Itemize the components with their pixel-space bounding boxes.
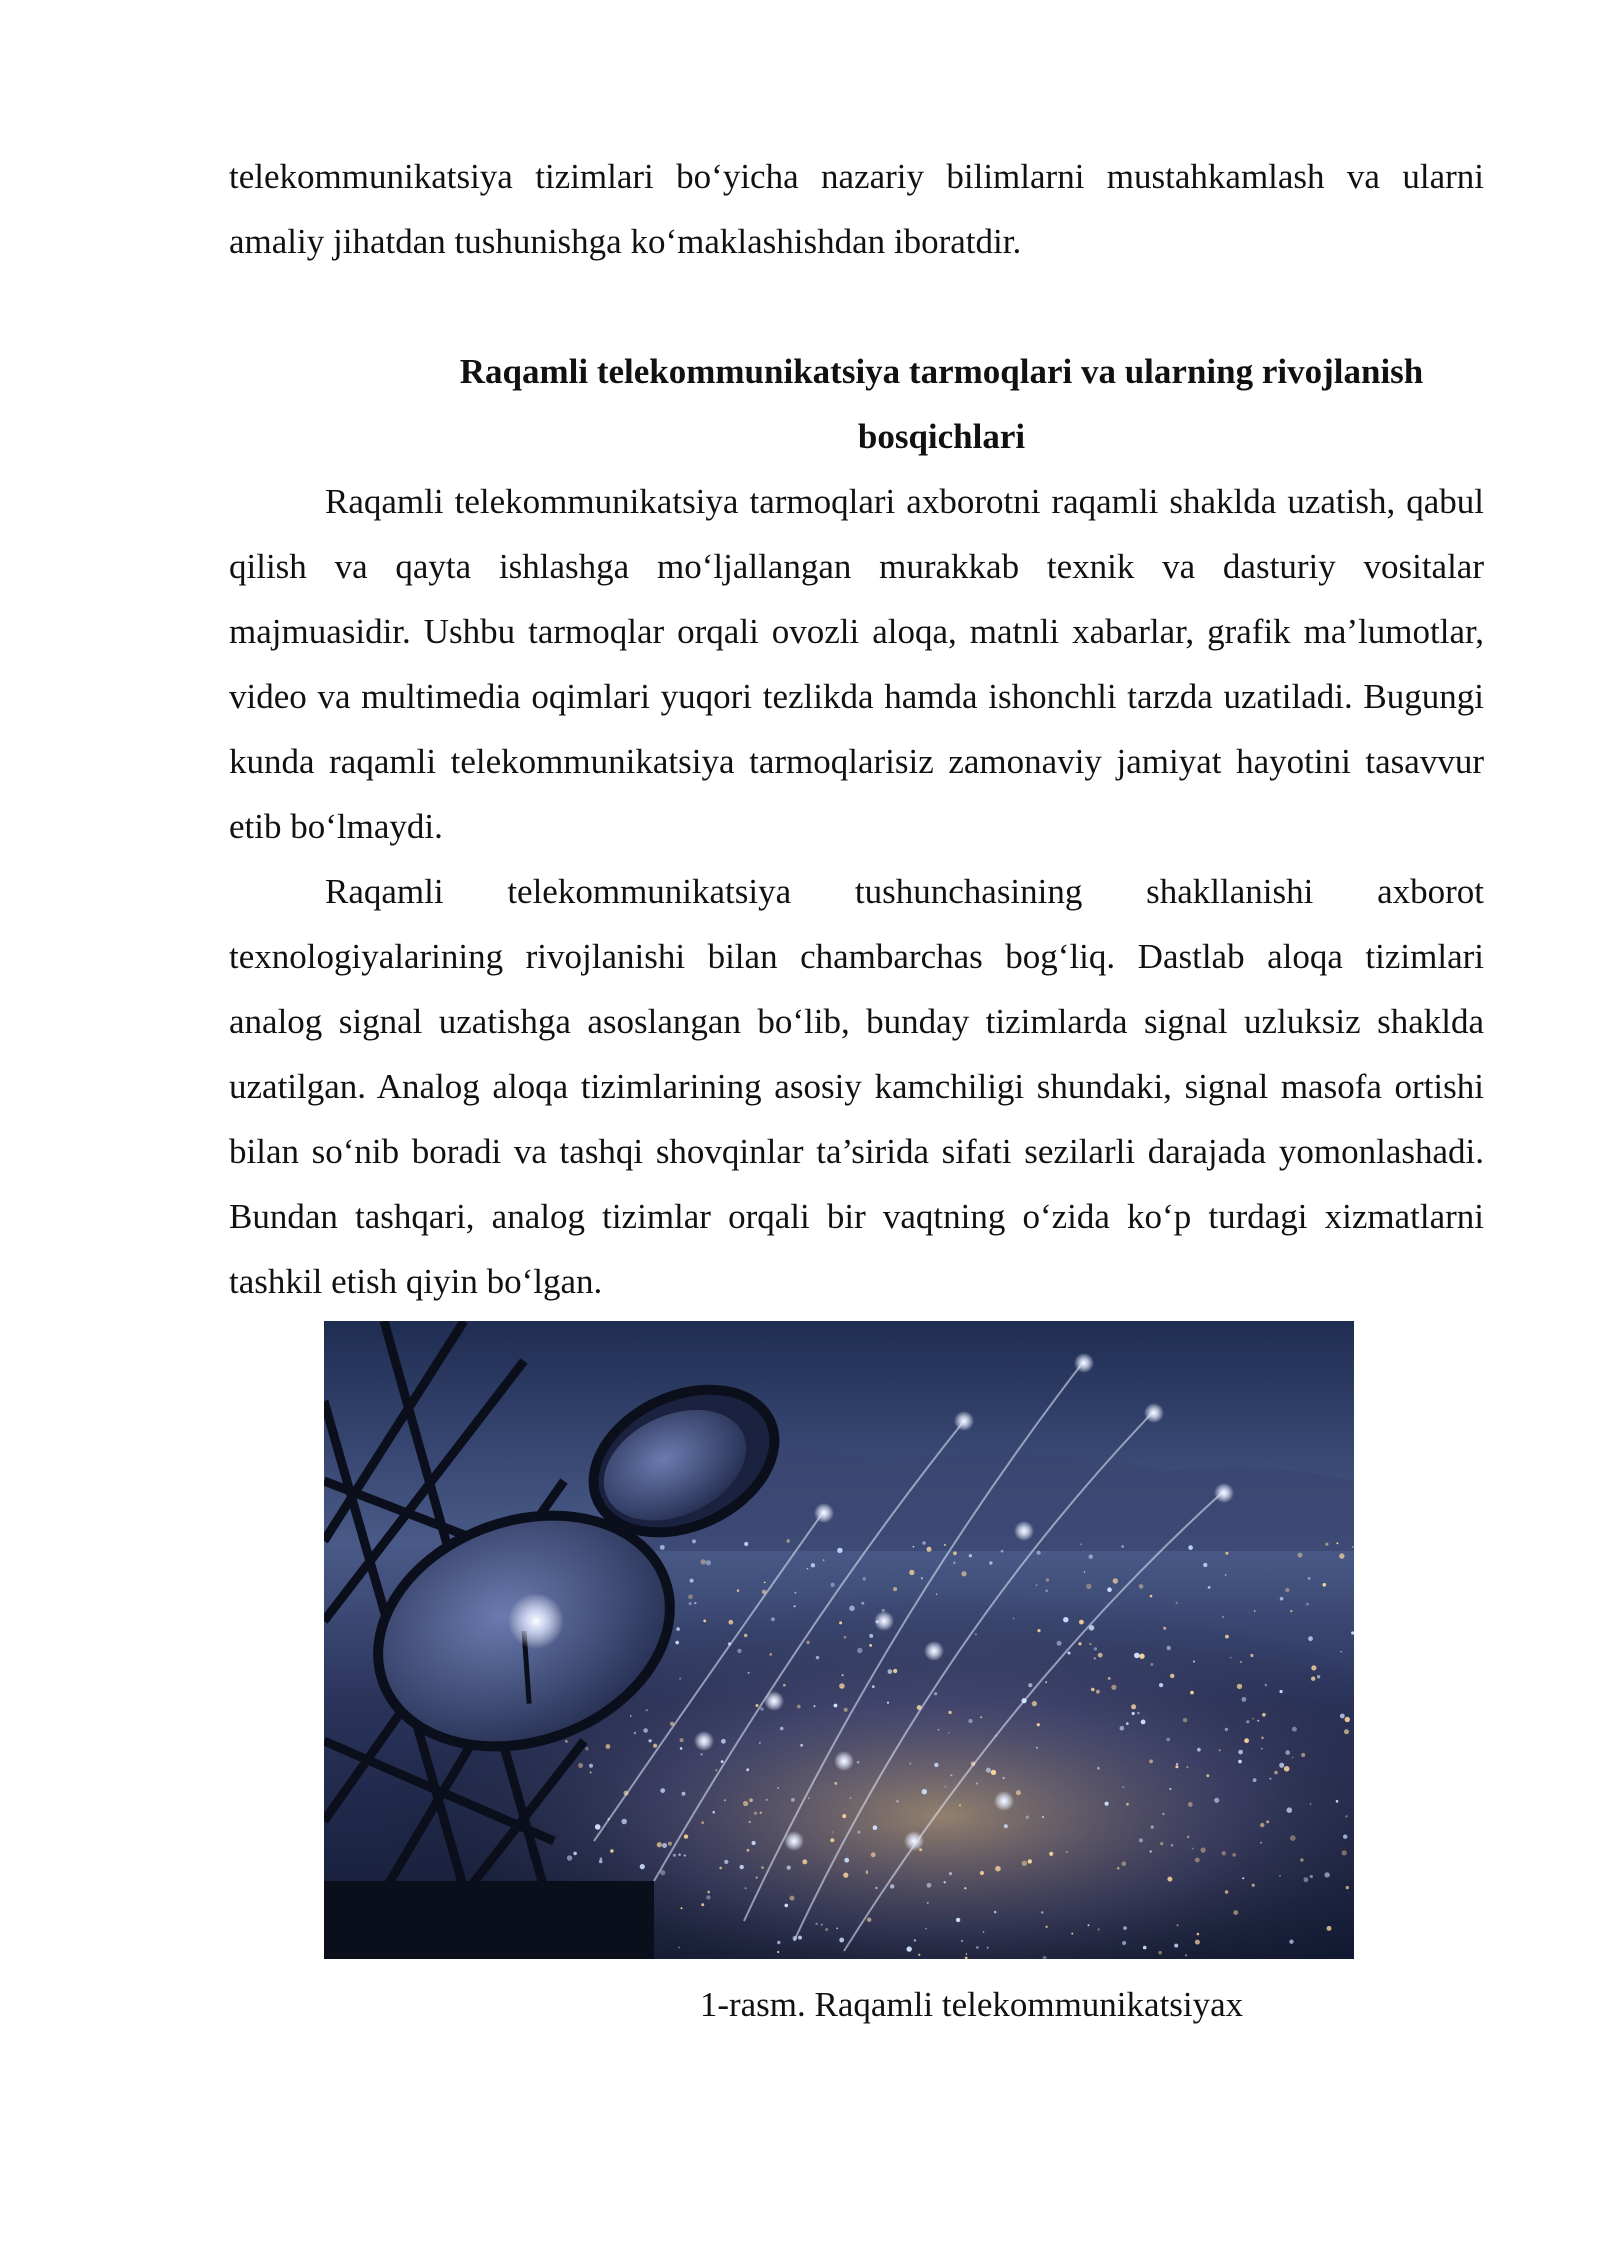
body-paragraph: Raqamli telekommunikatsiya tushunchasining shakllanishi axborot texnologiyalarining rivojlanishi bilan chambarchas bog‘liq. Dastlab aloqa tizimlari analog signal uzatishga asoslangan bo‘lib, bunday tizimlarda signal uzluksiz shaklda uzatilgan. Analog aloqa tizimlarining asosiy kamchiligi shundaki, signal masofa ortishi bilan so‘nib boradi va tashqi shovqinlar ta’sirida sifati sezilarli darajada yomonlashadi. Bundan tashqari, analog tizimlar orqali bir vaqtning o‘zida ko‘p turdagi xizmatlarni tashkil etish qiyin bo‘lgan. — [229, 872, 1484, 1301]
body-text — [229, 469, 1484, 1314]
intro-paragraph: telekommunikatsiya tizimlari bo‘yicha nazariy bilimlarni mustahkamlash va ularni amaliy jihatdan tushunishga ko‘maklashishdan iboratdir. — [229, 157, 1484, 261]
body-paragraph: Raqamli telekommunikatsiya tarmoqlari axborotni raqamli shaklda uzatish, qabul qilish va qayta ishlashga mo‘ljallangan murakkab texnik va dasturiy vositalar majmuasidir. Ushbu tarmoqlar orqali ovozli aloqa, matnli xabarlar, grafik ma’lumotlar, video va multimedia oqimlari yuqori tezlikda hamda ishonchli tarzda uzatiladi. Bugungi kunda raqamli telekommunikatsiya tarmoqlarisiz zamonaviy jamiyat hayotini tasavvur etib bo‘lmaydi. — [229, 482, 1484, 846]
figure-caption: 1-rasm. Raqamli telekommunikatsiyax — [699, 1985, 1244, 2024]
section-heading: Raqamli telekommunikatsiya tarmoqlari va ularning rivojlanish bosqichlari — [459, 352, 1424, 456]
telecom-figure-image — [324, 1321, 1354, 1959]
